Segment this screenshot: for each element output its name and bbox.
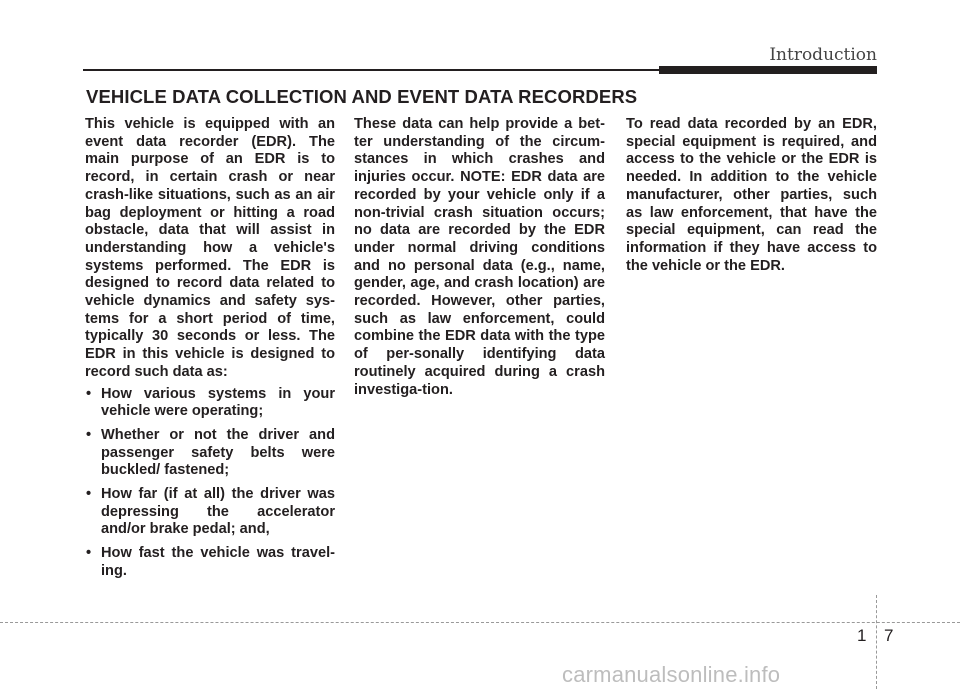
bullet-list [85, 386, 335, 581]
body-paragraph: To read data recorded by an EDR, special equipment is required, and access to the vehicle or the EDR is needed. In addition to the vehicle manufacturer, other parties, such as law enforcement, that have the special equipment, can read the information if they have access to the vehicle or the EDR. [626, 116, 877, 274]
column-3 [626, 116, 877, 275]
bullet-item [85, 427, 335, 480]
footer-rule [0, 622, 960, 623]
bullet-dot-icon: • [86, 486, 92, 503]
body-paragraph: These data can help provide a bet-ter understanding of the circum-stances in which crashes and injuries occur. NOTE: EDR data are recorded by your vehicle only if a non-trivial crash situation occurs; no data are recorded by the EDR under normal driving conditions and no personal data (e.g., name, gender, age, and crash location) are recorded. However, other parties, such as law enforcement, could combine the EDR data with the type of per-sonally identifying data routinely acquired during a crash investiga-tion. [354, 116, 605, 398]
column-1 [85, 116, 335, 587]
bullet-item [85, 486, 335, 539]
header-rule-accent [659, 66, 877, 74]
bullet-item [85, 545, 335, 580]
chapter-number: 1 [857, 626, 867, 645]
page-heading: VEHICLE DATA COLLECTION AND EVENT DATA RECORDERS [86, 86, 638, 107]
bullet-dot-icon: • [86, 545, 92, 562]
bullet-dot-icon: • [86, 426, 92, 443]
bullet-text: How fast the vehicle was travel-ing. [101, 545, 335, 579]
page-number: 7 [884, 626, 894, 645]
bullet-text: How far (if at all) the driver was depressing the accelerator and/or brake pedal; and, [101, 486, 335, 538]
header-rule [83, 69, 659, 71]
section-title: Introduction [769, 45, 877, 65]
intro-paragraph: This vehicle is equipped with an event data recorder (EDR). The main purpose of an EDR is to record, in certain crash or near crash-like situations, such as an air bag deployment or hitting a road obstacle, data that will assist in understanding how a vehicle's systems performed. The EDR is designed to record data related to vehicle dynamics and safety sys-tems for a short period of time, typically 30 seconds or less. The EDR in this vehicle is designed to record such data as: [85, 116, 335, 380]
footer-divider [876, 595, 877, 689]
bullet-text: Whether or not the driver and passenger safety belts were buckled/ fastened; [101, 426, 335, 479]
bullet-dot-icon: • [86, 385, 92, 402]
watermark: carmanualsonline.info [562, 662, 781, 687]
column-2 [354, 116, 605, 399]
bullet-text: How various systems in your vehicle were operating; [101, 385, 335, 420]
bullet-item [85, 386, 335, 421]
